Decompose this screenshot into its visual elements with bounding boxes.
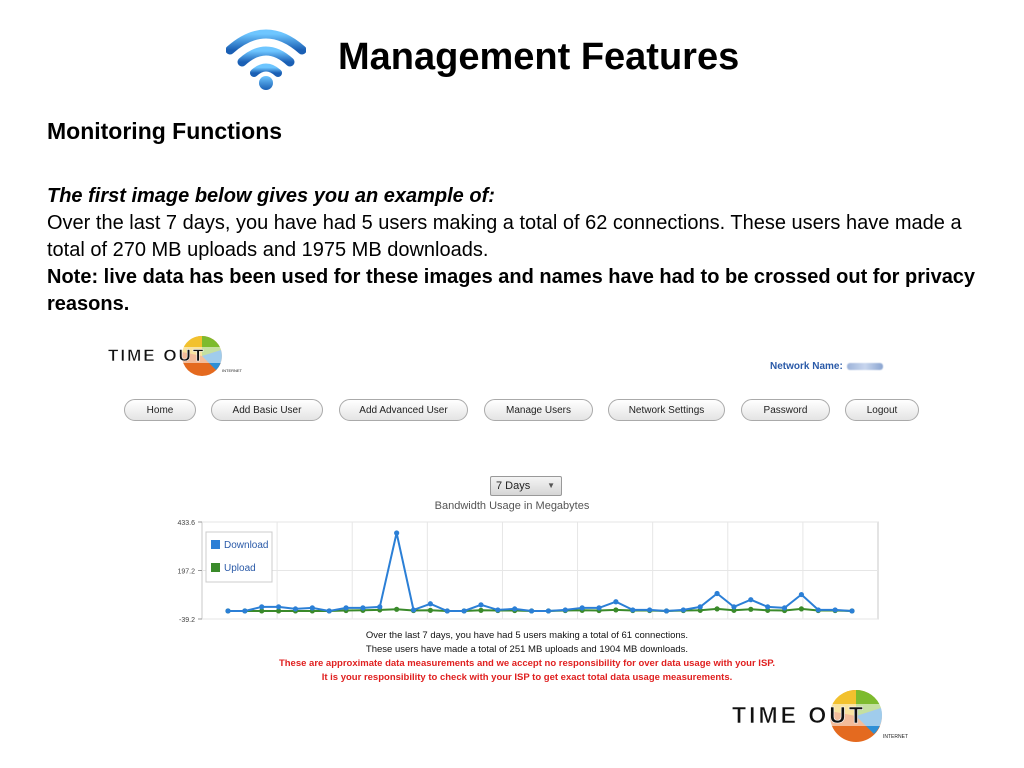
warning-line-2: It is your responsibility to check with your ISP to get exact total data usage measurements. xyxy=(321,672,733,683)
data-point-download xyxy=(462,608,467,613)
slide-title: Management Features xyxy=(338,36,740,78)
logo-text: TIME OUT xyxy=(108,346,206,365)
data-point-download xyxy=(580,605,585,610)
add-advanced-user-button[interactable]: Add Advanced User xyxy=(339,399,468,421)
data-point-download xyxy=(647,607,652,612)
network-name-redacted xyxy=(847,363,883,370)
add-basic-user-button[interactable]: Add Basic User xyxy=(211,399,323,421)
data-point-download xyxy=(799,592,804,597)
timeout-logo-bottom xyxy=(728,688,980,746)
data-point-download xyxy=(495,607,500,612)
data-point-download xyxy=(512,606,517,611)
data-point-download xyxy=(445,608,450,613)
y-tick-label: 197.2 xyxy=(177,568,195,576)
data-point-download xyxy=(681,607,686,612)
data-point-download xyxy=(242,608,247,613)
data-point-download xyxy=(833,607,838,612)
data-point-download xyxy=(327,608,332,613)
data-point-download xyxy=(377,604,382,609)
data-point-download xyxy=(310,605,315,610)
data-point-download xyxy=(613,599,618,604)
data-point-download xyxy=(849,608,854,613)
section-heading: Monitoring Functions xyxy=(47,118,283,144)
legend-label-download: Download xyxy=(224,540,269,551)
usage-summary xyxy=(0,629,1024,685)
data-point-download xyxy=(563,607,568,612)
summary-line-data: These users have made a total of 251 MB uploads and 1904 MB downloads. xyxy=(365,644,689,655)
network-name xyxy=(770,361,883,372)
data-point-download xyxy=(276,604,281,609)
wifi-icon xyxy=(226,24,306,94)
data-point-download xyxy=(748,597,753,602)
data-point-download xyxy=(782,605,787,610)
body-text xyxy=(47,183,997,318)
data-point-download xyxy=(428,601,433,606)
logo-subtext: INTERNET xyxy=(222,368,242,373)
data-point-download xyxy=(664,608,669,613)
data-point-upload xyxy=(478,608,483,613)
warning-line-1: These are approximate data measurements and we accept no responsibility for over data usage with your ISP. xyxy=(278,658,776,669)
data-point-upload xyxy=(799,606,804,611)
data-point-upload xyxy=(613,607,618,612)
data-point-download xyxy=(596,605,601,610)
data-point-download xyxy=(343,605,348,610)
data-point-upload xyxy=(394,607,399,612)
data-point-download xyxy=(360,605,365,610)
data-point-download xyxy=(698,604,703,609)
data-point-upload xyxy=(714,606,719,611)
data-point-download xyxy=(293,606,298,611)
data-point-download xyxy=(630,607,635,612)
password-button[interactable]: Password xyxy=(741,399,830,421)
data-point-download xyxy=(546,608,551,613)
data-point-download xyxy=(765,604,770,609)
logout-button[interactable]: Logout xyxy=(845,399,919,421)
data-point-upload xyxy=(748,607,753,612)
summary-line-connections: Over the last 7 days, you have had 5 users making a total of 61 connections. xyxy=(365,630,689,641)
data-point-download xyxy=(259,604,264,609)
data-point-download xyxy=(478,602,483,607)
home-button[interactable]: Home xyxy=(124,399,196,421)
manage-users-button[interactable]: Manage Users xyxy=(484,399,593,421)
logo-text-bottom: TIME OUT xyxy=(732,702,866,728)
summary-paragraph: Over the last 7 days, you have had 5 users making a total of 62 connections. These users have made a total of 270 MB uploads and 1975 MB downloads. xyxy=(47,212,962,261)
date-range-select[interactable] xyxy=(490,476,562,496)
data-point-download xyxy=(394,530,399,535)
intro-text: The first image below gives you an example of: xyxy=(47,185,495,207)
network-name-label: Network Name: xyxy=(770,361,843,372)
timeout-logo xyxy=(104,334,294,380)
data-point-download xyxy=(411,607,416,612)
date-range-value: 7 Days xyxy=(496,480,531,492)
data-point-download xyxy=(731,604,736,609)
chevron-down-icon: ▼ xyxy=(547,481,555,490)
data-point-download xyxy=(529,608,534,613)
data-point-download xyxy=(816,607,821,612)
y-tick-label: 433.6 xyxy=(177,520,195,527)
nav-bar xyxy=(0,399,1024,423)
network-settings-button[interactable]: Network Settings xyxy=(608,399,725,421)
legend-swatch-upload xyxy=(211,563,220,572)
logo-subtext-bottom: INTERNET xyxy=(883,734,908,740)
y-tick-label: -39.2 xyxy=(179,617,195,624)
data-point-upload xyxy=(428,608,433,613)
privacy-note: Note: live data has been used for these images and names have had to be crossed out for privacy reasons. xyxy=(47,266,976,315)
data-point-download xyxy=(225,608,230,613)
legend-label-upload: Upload xyxy=(224,563,256,574)
bandwidth-chart xyxy=(160,514,882,626)
legend-swatch-download xyxy=(211,540,220,549)
data-point-download xyxy=(714,591,719,596)
chart-title: Bandwidth Usage in Megabytes xyxy=(434,500,590,512)
